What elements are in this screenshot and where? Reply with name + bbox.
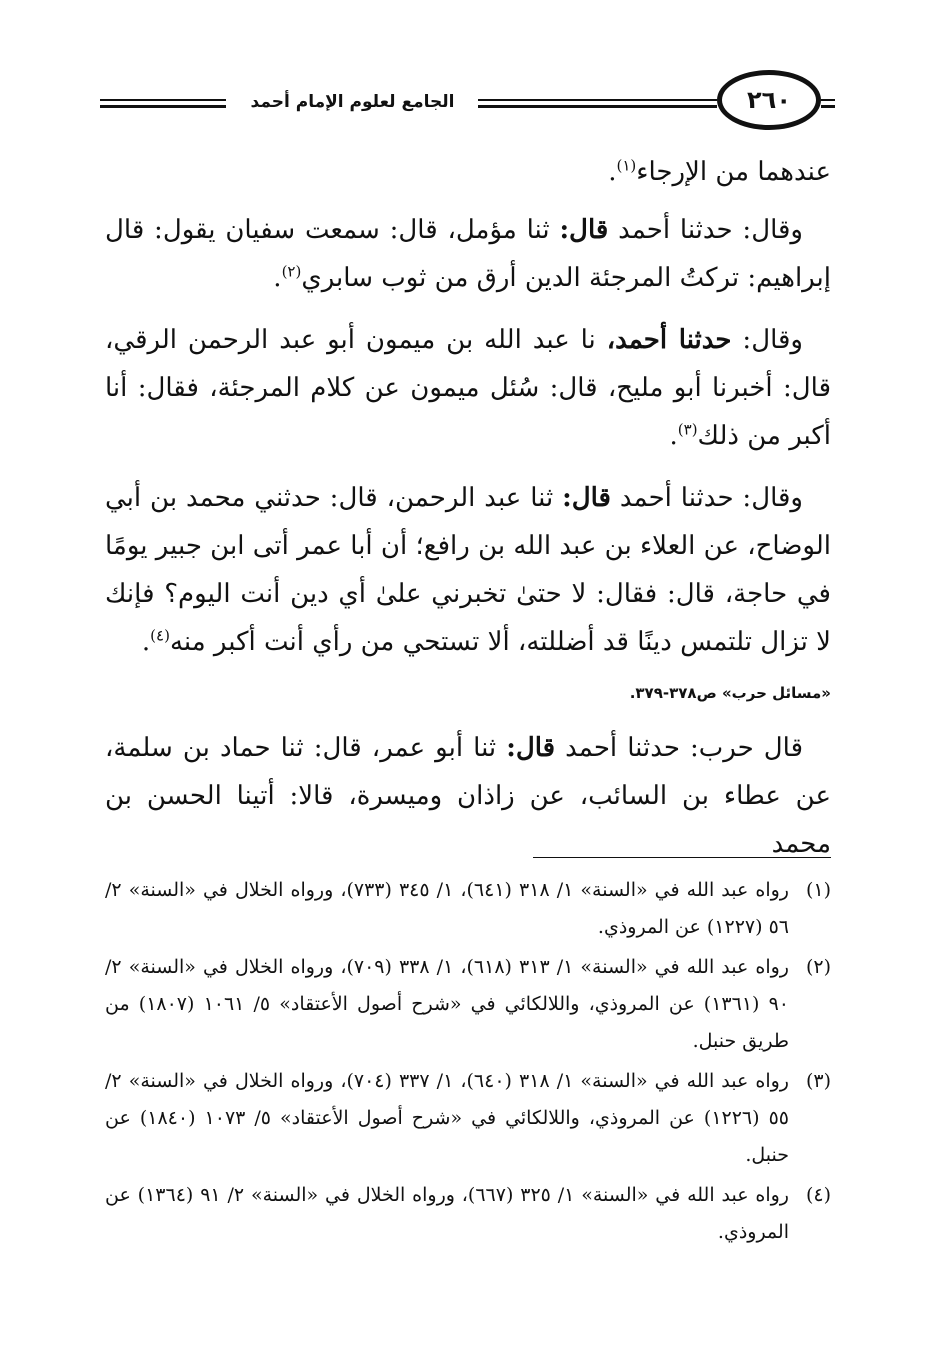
footnote-number: (٣) [805, 1070, 831, 1092]
footnote-text: رواه عبد الله في «السنة» ١/ ٣٢٥ (٦٦٧)، ورواه الخلال في «السنة» ٢/ ٩١ (١٣٦٤) عن المروذي. [105, 1184, 789, 1243]
page-number: ٢٦٠ [747, 86, 791, 114]
footnote-separator [533, 857, 831, 858]
bold-keyword: قال: [562, 483, 611, 513]
paragraph [105, 148, 831, 196]
footnote-text: رواه عبد الله في «السنة» ١/ ٣١٨ (٦٤٠)، ١/ ٣٣٧ (٧٠٤)، ورواه الخلال في «السنة» ٢/ ٥٥ (١٢٢٦) عن المروذي، واللالكائي في «شرح أصول الأعتقاد» ٥/ ١٠٧٣ (١٨٤٠) عن حنبل. [105, 1070, 790, 1166]
paragraph-text: وقال: حدثنا أحمد [608, 215, 803, 245]
footnote-ref: (٤) [150, 626, 170, 645]
footnote-number: (١) [805, 879, 831, 901]
bold-keyword: قال: [559, 215, 609, 245]
footnote [105, 1063, 831, 1174]
paragraph-end: . [669, 421, 678, 451]
header-rule-left-top [100, 99, 226, 101]
header-rule-right-bottom [821, 105, 835, 108]
source-citation: «مسائل حرب» ص٣٧٨-٣٧٩. [629, 684, 831, 702]
paragraph-end: . [141, 627, 151, 657]
paragraph-text: نا عبد الله بن ميمون أبو عبد الرحمن الرقي، قال: أخبرنا أبو مليح، قال: سُئل ميمون عن كلام المرجئة، فقال: أنا أكبر من ذلك [105, 325, 831, 451]
paragraph-text: عندهما من الإرجاء [636, 157, 831, 187]
footnote-ref: (٢) [281, 262, 302, 281]
footnote-text: رواه عبد الله في «السنة» ١/ ٣١٨ (٦٤١)، ١/ ٣٤٥ (٧٣٣)، ورواه الخلال في «السنة» ٢/ ٥٦ (١٢٢٧) عن المروذي. [105, 879, 789, 938]
paragraph [105, 724, 831, 868]
header-rule-left-bottom [100, 105, 226, 108]
running-title: الجامع لعلوم الإمام أحمد [250, 92, 455, 112]
paragraph-end: . [608, 157, 617, 187]
main-text [105, 148, 831, 882]
footnote-ref: (١) [616, 156, 637, 175]
footnote-ref: (٣) [677, 420, 698, 439]
footnote [105, 1177, 831, 1251]
page-header [100, 68, 835, 138]
footnote-text: رواه عبد الله في «السنة» ١/ ٣١٣ (٦١٨)، ١/ ٣٣٨ (٧٠٩)، ورواه الخلال في «السنة» ٢/ ٩٠ (١٣٦١) عن المروذي، واللالكائي في «شرح أصول الأعتقاد» ٥/ ١٠٦١ (١٨٠٧) من طريق حنبل. [105, 956, 790, 1052]
header-rule-mid-bottom [478, 105, 717, 108]
paragraph-text: وقال: [731, 325, 803, 355]
bold-keyword: حدثنا أحمد، [606, 325, 732, 355]
footnote-number: (٤) [805, 1184, 831, 1206]
paragraph-text: قال حرب: حدثنا أحمد [555, 733, 804, 763]
paragraph-text: وقال: حدثنا أحمد [610, 483, 803, 513]
footnote [105, 949, 831, 1060]
header-rule-right-top [821, 99, 835, 101]
paragraph [105, 206, 831, 302]
paragraph-end: . [273, 263, 282, 293]
paragraph [105, 474, 831, 666]
paragraph-text: ثنا عبد الرحمن، قال: حدثني محمد بن أبي الوضاح، عن العلاء بن عبد الله بن رافع؛ أن أبا عمر أتى ابن جبير يومًا في حاجة، قال: فقال: لا حتىٰ تخبرني علىٰ أي دين أنت اليوم؟ فإنك لا تزال تلتمس دينًا قد أضللته، ألا تستحي من رأي أنت أكبر منه [105, 483, 831, 657]
footnote-number: (٢) [805, 956, 831, 978]
paragraph-text: ثنا مؤمل، قال: سمعت سفيان يقول: قال إبراهيم: تركتُ المرجئة الدين أرق من ثوب سابري [105, 215, 831, 293]
footnotes [105, 872, 831, 1254]
paragraph-text: ثنا أبو عمر، قال: ثنا حماد بن سلمة، عن عطاء بن السائب، عن زاذان وميسرة، قالا: أتينا الحسن بن محمد [105, 733, 831, 859]
footnote [105, 872, 831, 946]
paragraph [105, 316, 831, 460]
page-number-badge [717, 70, 821, 130]
header-rule-mid-top [478, 99, 717, 101]
bold-keyword: قال: [506, 733, 556, 763]
